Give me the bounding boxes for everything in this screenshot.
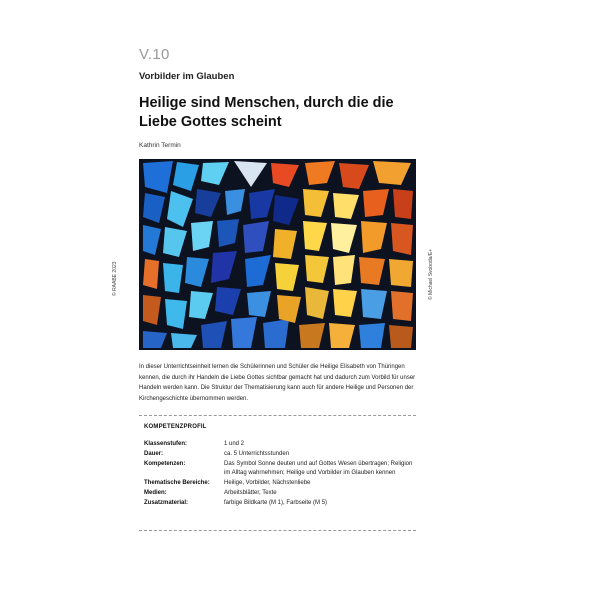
row-label: Zusatzmaterial: — [144, 499, 189, 506]
divider-bottom — [139, 530, 416, 531]
kompetenzprofil-heading: KOMPETENZPROFIL — [144, 424, 207, 430]
table-row — [144, 450, 414, 460]
section-number: V.10 — [139, 46, 170, 63]
stained-glass-illustration — [139, 159, 416, 350]
table-row — [144, 479, 414, 489]
divider-top — [139, 415, 416, 416]
row-value: Arbeitsblätter, Texte — [224, 489, 277, 496]
series-title: Vorbilder im Glauben — [139, 71, 235, 82]
row-label: Dauer: — [144, 450, 164, 457]
row-value: Heilige, Vorbilder, Nächstenliebe — [224, 480, 311, 487]
image-credit: © Michael Svoboda/E+ — [428, 248, 434, 300]
side-copyright: © RAABE 2023 — [112, 261, 118, 296]
row-label: Medien: — [144, 489, 167, 496]
kompetenzprofil-table — [144, 440, 414, 509]
row-value: ca. 5 Unterrichtsstunden — [224, 450, 290, 457]
author-name: Kathrin Termin — [139, 142, 181, 149]
row-value: farbige Bildkarte (M 1), Farbseite (M 5) — [224, 499, 328, 506]
table-row — [144, 440, 414, 450]
row-label: Kompetenzen: — [144, 460, 186, 467]
intro-text — [139, 362, 417, 404]
intro-paragraph: In dieser Unterrichtseinheit lernen die Schülerinnen und Schüler die Heilige Elisabeth von Thüringen kennen, die durch ihr Handeln die Liebe Gottes sichtbar gemacht hat und dadurch zum Vorbild für unser Handeln werden kann. Die Struktur der Thematisierung kann auch für andere Heilige und Personen der Kirchengeschichte übernommen werden. — [139, 364, 416, 402]
table-row — [144, 460, 414, 480]
row-label: Thematische Bereiche: — [144, 480, 210, 487]
page-title: Heilige sind Menschen, durch die die Liebe Gottes scheint — [139, 95, 394, 130]
stained-glass-image — [139, 159, 416, 350]
table-row — [144, 499, 414, 509]
row-label: Klassenstufen: — [144, 441, 188, 447]
row-value: Das Symbol Sonne deuten und auf Gottes Wesen übertragen; Religion im Alltag wahrnehmen; Heilige und Vorbilder im Glauben kennen — [224, 460, 413, 477]
table-row — [144, 489, 414, 499]
row-value: 1 und 2 — [224, 441, 245, 447]
